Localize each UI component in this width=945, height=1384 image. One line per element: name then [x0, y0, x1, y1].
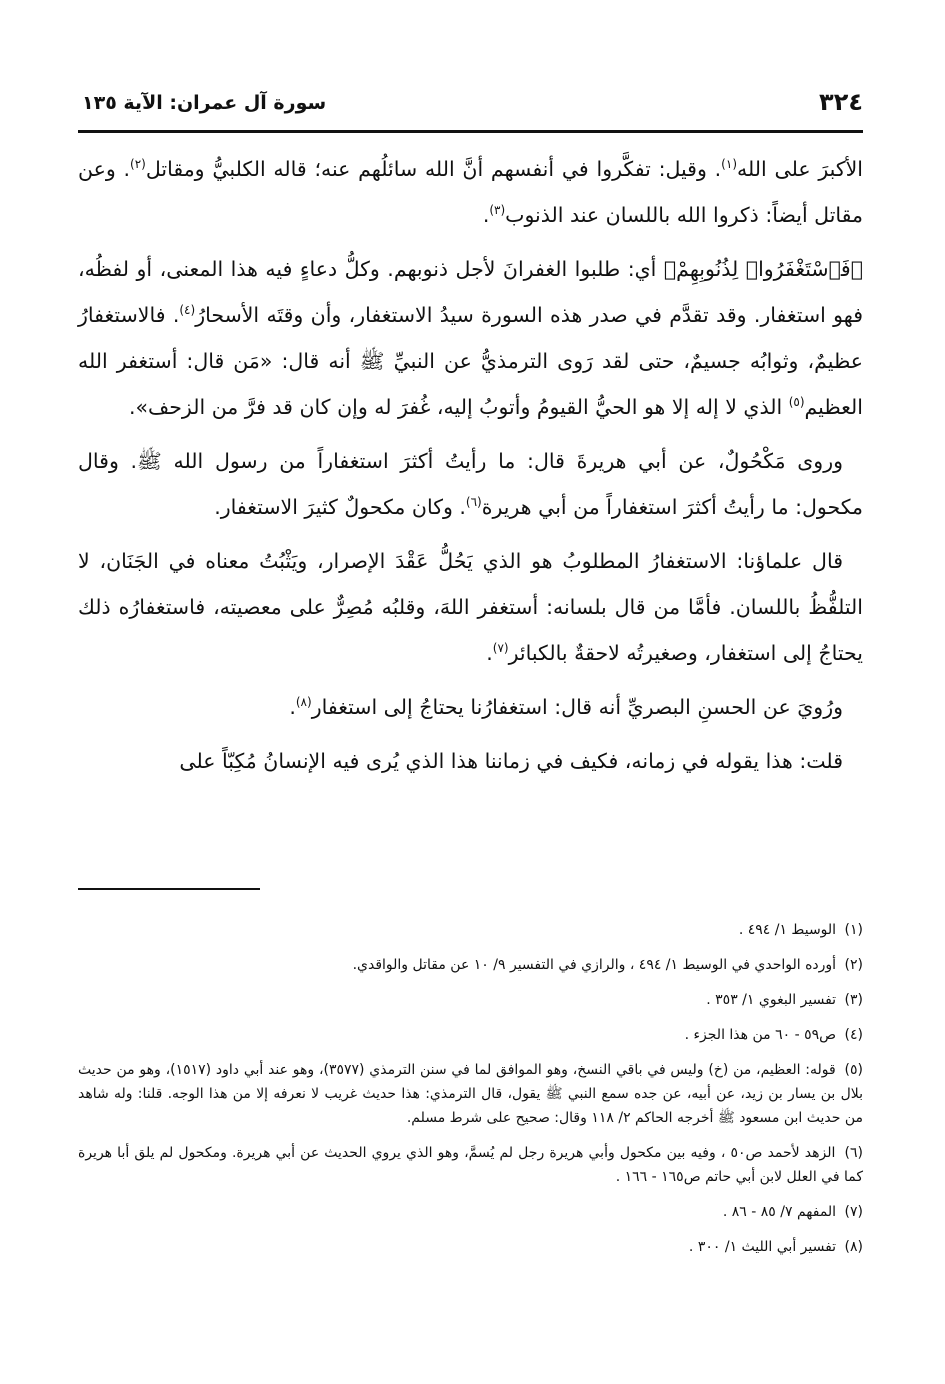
paragraph-5: ورُويَ عن الحسنِ البصريِّ أنه قال: استغفارُنا يحتاجُ إلى استغفار$^{(٨)}$.	[289, 695, 843, 719]
footnote-5: (٥) قوله: العظيم، من (خ) وليس في باقي النسخ، وهو الموافق لما في سنن الترمذي (٣٥٧٧)، وهو عند أبي داود (١٥١٧)، وهو من حديث بلال بن يسار بن زيد، عن أبيه، عن جده سمع النبي ﷺ يقول، قال الترمذي: هذا حديث غريب لا نعرفه إلا من هذا الوجه. قلنا: وله شاهد من حديث ابن مسعود ﷺ أخرجه الحاكم ٢/ ١١٨ وقال: صحيح على شرط مسلم.	[78, 1062, 863, 1126]
footnote-ref-7[interactable]: (٧)	[492, 641, 509, 656]
running-title: سورة آل عمران: الآية ١٣٥	[82, 92, 327, 114]
main-text	[78, 146, 863, 792]
footnote-8: (٨) تفسير أبي الليث ١/ ٣٠٠ .	[688, 1239, 863, 1255]
footnotes	[78, 918, 863, 1270]
header-rule	[78, 130, 863, 133]
paragraph-6: قلت: هذا يقوله في زمانه، فكيف في زماننا هذا الذي يُرى فيه الإنسانُ مُكِبّاً على	[179, 749, 843, 773]
footnote-2: (٢) أورده الواحدي في الوسيط ١/ ٤٩٤ ، والرازي في التفسير ٩/ ١٠ عن مقاتل والواقدي.	[352, 957, 863, 973]
footnote-separator	[78, 888, 260, 890]
page-number: ٣٢٤	[819, 88, 863, 116]
paragraph-2: ﴿فَٱسْتَغْفَرُوا۟ لِذُنُوبِهِمْ﴾ أي: طلبوا الغفرانَ لأجل ذنوبهم. وكلُّ دعاءٍ فيه هذا المعنى، أو لفظُه، فهو استغفار. وقد تقدَّم في صدر هذه السورة سيدُ الاستغفار، وأن وقتَه الأسحارُ$^{(٤)}$. فالاستغفارُ عظيمٌ، وثوابُه جسيمٌ، حتى لقد رَوى الترمذيُّ عن النبيِّ ﷺ أنه قال: «مَن قال: أستغفر الله العظيم$^{(٥)}$ الذي لا إله إلا هو الحيُّ القيومُ وأتوبُ إليه، غُفرَ له وإن كان قد فرَّ من الزحف».	[78, 257, 864, 419]
footnote-3: (٣) تفسير البغوي ١/ ٣٥٣ .	[706, 992, 863, 1008]
footnote-ref-3[interactable]: (٣)	[489, 203, 506, 218]
footnote-ref-2[interactable]: (٢)	[130, 157, 146, 172]
paragraph-3: وروى مَكْحُولٌ، عن أبي هريرةَ قال: ما رأيتُ أكثرَ استغفاراً من رسول الله ﷺ. وقال مكحول: ما رأيتُ أكثرَ استغفاراً من أبي هريرة$^{(٦)}$. وكان مكحولٌ كثيرَ الاستغفار.	[78, 449, 863, 519]
footnote-6: (٦) الزهد لأحمد ص٥٠ ، وفيه بين مكحول وأبي هريرة رجل لم يُسمَّ، وهو الذي يروي الحديث عن أبي هريرة. ومكحول لم يلق أبا هريرة كما في العلل لابن أبي حاتم ص١٦٥ - ١٦٦ .	[78, 1145, 863, 1185]
paragraph-1: الأكبرَ على الله$^{(١)}$. وقيل: تفكَّروا في أنفسهم أنَّ الله سائلُهم عنه؛ قاله الكلبيُّ ومقاتل$^{(٢)}$. وعن مقاتل أيضاً: ذكروا الله باللسان عند الذنوب$^{(٣)}$.	[78, 157, 863, 227]
footnote-ref-6[interactable]: (٦)	[465, 495, 482, 510]
footnote-7: (٧) المفهم ٧/ ٨٥ - ٨٦ .	[722, 1204, 863, 1220]
footnote-ref-5[interactable]: (٥)	[788, 395, 805, 410]
footnote-4: (٤) ص٥٩ - ٦٠ من هذا الجزء .	[684, 1027, 863, 1043]
footnote-ref-1[interactable]: (١)	[721, 157, 737, 172]
footnote-ref-4[interactable]: (٤)	[179, 303, 196, 318]
paragraph-4: قال علماؤنا: الاستغفارُ المطلوبُ هو الذي يَحُلُّ عَقْدَ الإصرار، ويَثْبُتُ معناه في الجَنَان، لا التلفُّظُ باللسان. فأمَّا من قال بلسانه: أستغفر اللهَ، وقلبُه مُصِرٌّ على معصيته، فاستغفارُه ذلك يحتاجُ إلى استغفار، وصغيرتُه لاحقةٌ بالكبائر$^{(٧)}$.	[78, 549, 863, 665]
page-header	[78, 86, 863, 126]
footnote-ref-8[interactable]: (٨)	[295, 695, 312, 710]
footnote-1: (١) الوسيط ١/ ٤٩٤ .	[738, 922, 863, 938]
